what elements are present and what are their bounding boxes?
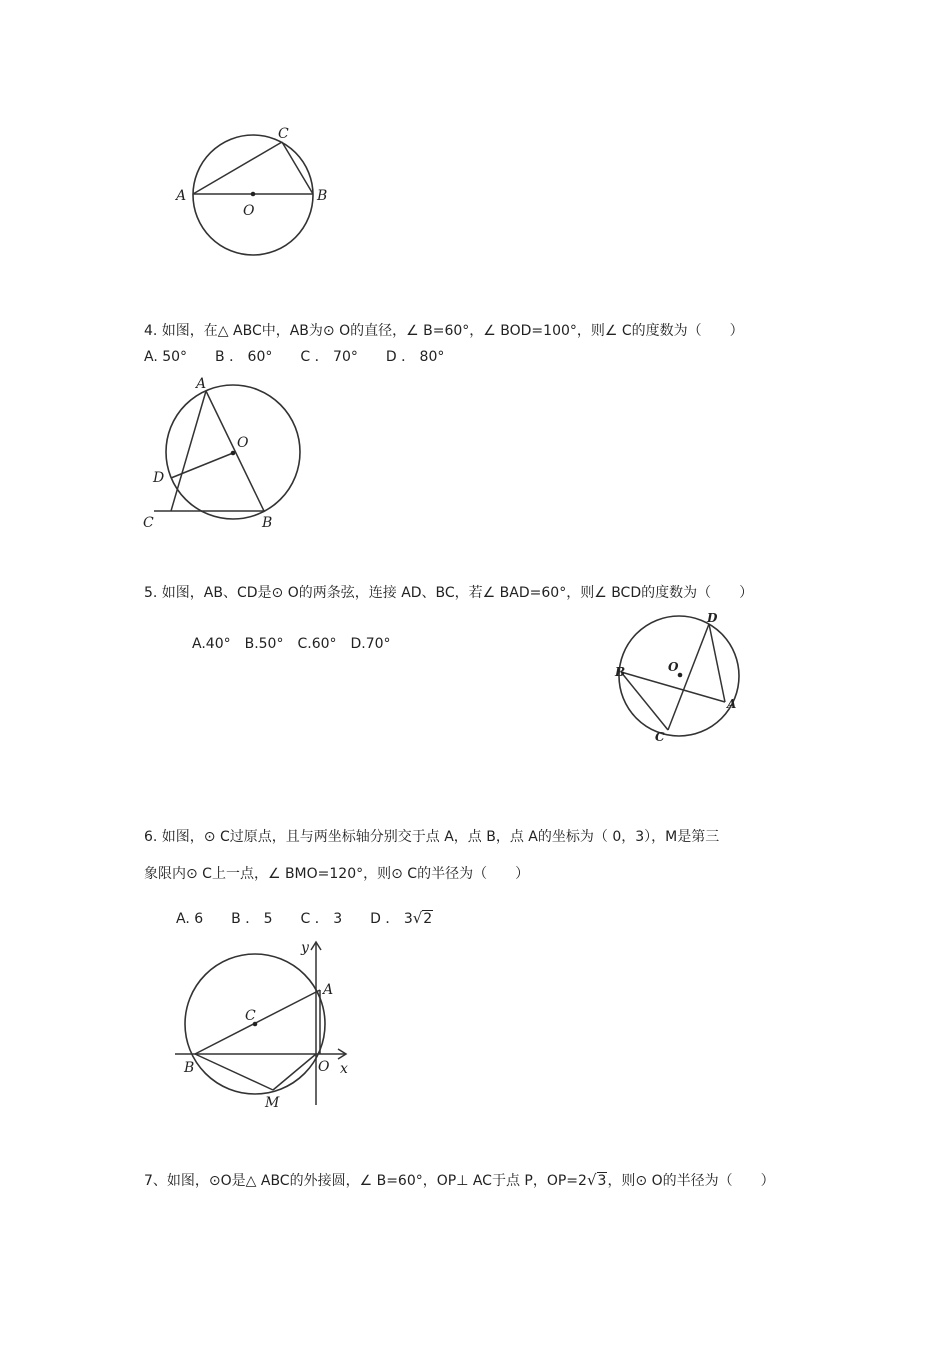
figure-q5-circle [612,610,747,745]
q6-options-text: A. 6 B ． 5 C ． 3 D ． 3 [176,911,413,927]
fig6-label-m: M [265,1095,280,1111]
q5-stem: 5. 如图，AB、CD是⊙ O的两条弦，连接 AD、BC，若∠ BAD=60°，则∠ BCD的度数为（ ） [144,585,754,601]
q6-stem-line2: 象限内⊙ C上一点，∠ BMO=120°，则⊙ C的半径为（ ） [144,866,530,882]
fig4-label-b: B [262,515,273,531]
q4-stem: 4. 如图，在△ ABC中，AB为⊙ O的直径，∠ B=60°，∠ BOD=100°，则∠ C的度数为（ ） [144,323,744,339]
fig5-label-d: D [707,611,718,625]
fig5-label-o: O [668,660,679,674]
figure-q3-circle [170,120,340,260]
fig3-label-o: O [243,203,255,219]
sqrt-sign: √ [586,1171,597,1189]
q6-stem-line1: 6. 如图，⊙ C过原点，且与两坐标轴分别交于点 A，点 B，点 A的坐标为（ 0，3），M是第三 [144,829,720,845]
fig4-label-a: A [196,376,207,392]
sqrt-sign: √ [412,909,423,927]
fig3-label-c: C [278,126,289,142]
figure-q6-coordinate-circle [170,935,360,1110]
fig6-label-o: O [318,1059,330,1075]
fig6-label-a: A [323,982,334,998]
q7-stem-before: 7、如图，⊙O是△ ABC的外接圆，∠ B=60°，OP⊥ AC于点 P，OP=2 [144,1173,587,1189]
q7-stem [144,1170,775,1190]
figure-q4-circle [140,372,315,537]
q7-stem-after: ，则⊙ O的半径为（ ） [607,1173,775,1189]
fig6-label-y: y [301,940,309,956]
fig5-label-c: C [655,730,665,744]
fig5-label-a: A [727,697,737,711]
fig6-label-x: x [340,1061,348,1077]
fig3-label-b: B [317,188,328,204]
fig6-label-b: B [184,1060,195,1076]
q5-options: A.40° B.50° C.60° D.70° [192,636,391,652]
q4-options: A. 50° B ． 60° C ． 70° D ． 80° [144,349,445,365]
q6-option-d-radicand: 2 [423,911,433,927]
fig4-label-c: C [143,515,154,531]
q7-stem-radicand: 3 [597,1173,607,1189]
fig4-label-d: D [153,470,165,486]
fig4-label-o: O [237,435,249,451]
fig5-label-b: B [615,665,626,679]
q6-options [176,908,433,928]
fig6-label-c: C [245,1008,256,1024]
fig3-label-a: A [176,188,187,204]
